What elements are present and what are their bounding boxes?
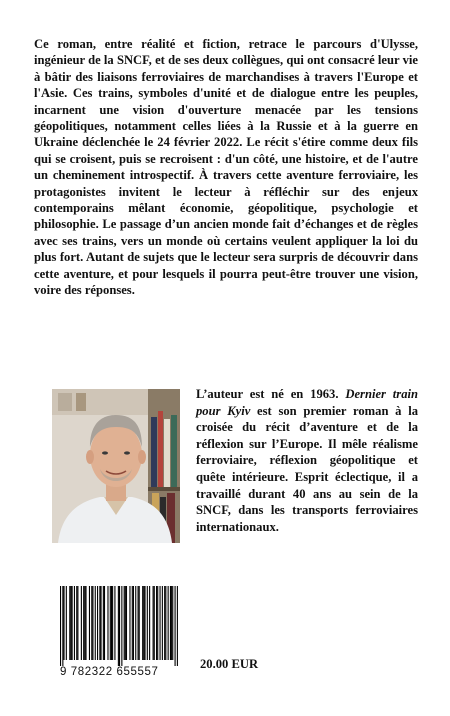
barcode-bar bbox=[171, 586, 172, 660]
barcode-bar bbox=[119, 586, 120, 666]
barcode-bar bbox=[63, 586, 64, 660]
barcode-bar bbox=[100, 586, 101, 660]
barcode-bar bbox=[143, 586, 144, 660]
barcode-bar bbox=[138, 586, 139, 660]
barcode-bar bbox=[91, 586, 92, 660]
barcode-bars bbox=[60, 586, 178, 666]
barcode-bar bbox=[135, 586, 136, 660]
barcode-bar bbox=[110, 586, 111, 660]
author-bio bbox=[196, 386, 418, 535]
barcode-bar bbox=[159, 586, 160, 660]
barcode-bar bbox=[84, 586, 85, 660]
barcode-bar bbox=[133, 586, 134, 660]
barcode-bar bbox=[168, 586, 169, 660]
bio-book-title: Dernier train pour Kyiv bbox=[196, 387, 418, 418]
barcode-bar bbox=[156, 586, 157, 660]
barcode-bar bbox=[83, 586, 84, 660]
barcode-bar bbox=[164, 586, 165, 660]
barcode-bar bbox=[121, 586, 122, 666]
barcode-bar bbox=[60, 586, 61, 666]
barcode-bar bbox=[172, 586, 173, 660]
barcode-bar bbox=[124, 586, 125, 660]
barcode-bar bbox=[126, 586, 127, 660]
barcode-bar bbox=[162, 586, 163, 660]
barcode-bar bbox=[142, 586, 143, 660]
bio-rest: est son premier roman à la croisée du récit d’aventure et de la réflexion sur l’Europe. Il mêle réalisme ferroviaire, réflexion géopolitique et quête intérieure. Esprit éclectique, il a travaillé durant 40 ans au sein de la SNCF, dans les transports ferroviaires internationaux. bbox=[196, 403, 418, 534]
barcode-bar bbox=[165, 586, 166, 660]
barcode-bar bbox=[81, 586, 82, 660]
barcode-bar bbox=[72, 586, 73, 660]
barcode-bar bbox=[97, 586, 98, 660]
barcode-bar bbox=[111, 586, 112, 660]
barcode-bar bbox=[107, 586, 108, 660]
barcode-bar bbox=[147, 586, 148, 660]
barcode-bar bbox=[125, 586, 126, 660]
barcode-bar bbox=[175, 586, 176, 666]
barcode-bar bbox=[153, 586, 154, 660]
barcode-bar bbox=[104, 586, 105, 660]
barcode-bar bbox=[99, 586, 100, 660]
barcode-bar bbox=[114, 586, 115, 660]
author-portrait-image bbox=[52, 389, 180, 543]
barcode-bar bbox=[132, 586, 133, 660]
barcode-bar bbox=[103, 586, 104, 660]
barcode-bar bbox=[92, 586, 93, 660]
barcode-bar bbox=[70, 586, 71, 660]
barcode-bar bbox=[139, 586, 140, 660]
bio-intro: L’auteur est né en 1963. bbox=[196, 387, 346, 401]
barcode-bar bbox=[154, 586, 155, 660]
barcode-bar bbox=[66, 586, 67, 660]
barcode-bar bbox=[89, 586, 90, 660]
barcode-bar bbox=[170, 586, 171, 660]
barcode-bar bbox=[74, 586, 75, 660]
isbn-number: 9 782322 655557 bbox=[60, 666, 159, 678]
barcode-bar bbox=[149, 586, 150, 660]
barcode-bar bbox=[118, 586, 119, 666]
barcode-bar bbox=[112, 586, 113, 660]
barcode-bar bbox=[95, 586, 96, 660]
price-label: 20.00 EUR bbox=[200, 657, 259, 671]
barcode-bar bbox=[157, 586, 158, 660]
back-cover-blurb: Ce roman, entre réalité et fiction, retrace le parcours d'Ulysse, ingénieur de la SNCF, et de ses deux collègues, qui ont consacré leur vie à bâtir des liaisons ferroviaires de marchandises à travers l'Europe et l'Asie. Ces trains, symboles d'unité et de dialogue entre les peuples, incarnent une vision d'ouverture menacée par les tensions géopolitiques, notamment celles liées à la Russie et à la guerre en Ukraine déclenchée le 24 février 2022. Le récit s'étire comme deux fils qui se croisent, puis se recroisent : d'un côté, une histoire, et de l'autre un cheminement introspectif. À travers cette aventure ferroviaire, les protagonistes invitent le lecteur à réfléchir sur des enjeux contemporains mêlant économie, géopolitique, psychologie et philosophie. Le passage d’un ancien monde fait d’échanges et de règles avec ses trains, vers un monde où certains veulent appliquer la loi du plus fort. Autant de sujets que le lecteur sera surpris de découvrir dans cette aventure, et pour lesquels il pourra peut-être trouver une vision, voire des réponses. bbox=[34, 37, 418, 298]
barcode-bar bbox=[77, 586, 78, 660]
barcode-bar bbox=[62, 586, 63, 666]
barcode bbox=[52, 578, 184, 688]
barcode-bar bbox=[129, 586, 130, 660]
barcode-bar bbox=[144, 586, 145, 660]
barcode-bar bbox=[76, 586, 77, 660]
author-photo bbox=[52, 389, 180, 543]
barcode-bar bbox=[69, 586, 70, 660]
barcode-bar bbox=[177, 586, 178, 666]
barcode-bar bbox=[85, 586, 86, 660]
